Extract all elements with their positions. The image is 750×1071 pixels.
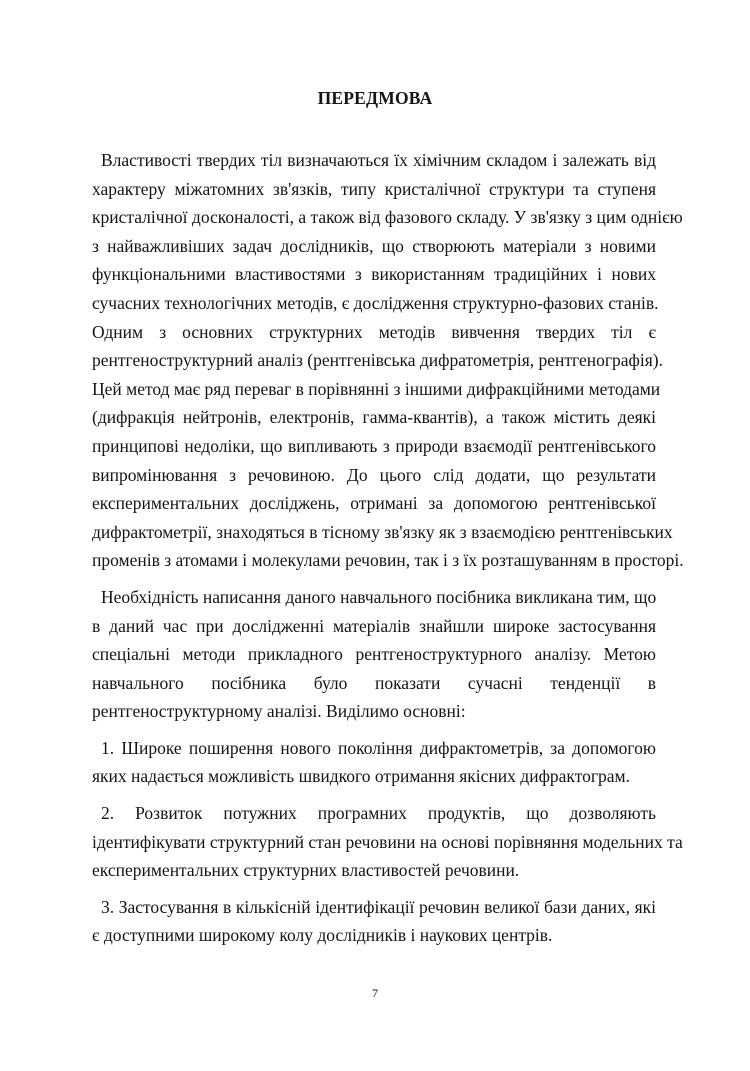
- text-line: функціональними властивостями з використанням традиційних і нових: [92, 264, 656, 285]
- paragraph: [92, 583, 656, 726]
- text-line: кристалічної досконалості, а також від фазового складу. У зв'язку з цим однією: [92, 207, 683, 228]
- text-line: 1. Широке поширення нового покоління дифрактометрів, за допомогою: [101, 737, 656, 758]
- text-line: (дифракція нейтронів, електронів, гамма-квантів), а також містить деякі: [92, 407, 656, 428]
- text-line: 3. Застосування в кількісній ідентифікації речовин великої бази даних, які: [101, 896, 656, 917]
- text-line: 2. Розвиток потужних програмних продуктів, що дозволяють: [101, 803, 656, 824]
- list-item: [92, 734, 656, 791]
- text-line: ідентифікувати структурний стан речовини на основі порівняння модельних та: [92, 831, 683, 852]
- paragraph: [92, 146, 684, 575]
- text-line: променів з атомами і молекулами речовин, так і з їх розташуванням в просторі.: [92, 550, 684, 571]
- page-number: 7: [372, 986, 378, 1000]
- text-line: рентгеноструктурному аналізі. Виділимо основні:: [92, 701, 466, 722]
- text-line: характеру міжатомних зв'язків, типу кристалічної структури та ступеня: [92, 178, 656, 199]
- text-line: Необхідність написання даного навчального посібника викликана тим, що: [101, 586, 657, 607]
- text-line: Одним з основних структурних методів вивчення твердих тіл є: [92, 321, 656, 342]
- text-line: дифрактометрії, знаходяться в тісному зв'язку як з взаємодією рентгенівських: [92, 521, 673, 542]
- text-line: рентгеноструктурний аналіз (рентгенівська дифратометрія, рентгенографія).: [92, 350, 664, 371]
- text-line: Цей метод має ряд переваг в порівнянні з іншими дифракційними методами: [92, 378, 661, 399]
- text-line: принципові недоліки, що випливають з природи взаємодії рентгенівського: [92, 435, 656, 456]
- page-title: ПЕРЕДМОВА: [317, 88, 433, 108]
- text-line: випромінювання з речовиною. До цього слід додати, що результати: [92, 464, 656, 485]
- text-line: яких надається можливість швидкого отримання якісних дифрактограм.: [92, 766, 631, 787]
- text-line: сучасних технологічних методів, є дослідження структурно-фазових станів.: [92, 292, 659, 313]
- text-line: Властивості твердих тіл визначаються їх хімічним складом і залежать від: [101, 150, 656, 170]
- text-line: експериментальних структурних властивостей речовини.: [92, 860, 520, 881]
- body-text: [92, 146, 684, 950]
- list-item: [92, 799, 683, 885]
- text-line: спеціальні методи прикладного рентгеноструктурного аналізу. Метою: [92, 644, 656, 665]
- list-item: [92, 893, 656, 950]
- text-line: з найважливіших задач дослідників, що створюють матеріали з новими: [92, 235, 656, 256]
- text-line: експериментальних досліджень, отримані за допомогою рентгенівської: [92, 493, 656, 514]
- text-line: навчального посібника було показати сучасні тенденції в: [92, 672, 656, 693]
- text-line: є доступними широкому колу дослідників і наукових центрів.: [92, 925, 553, 946]
- text-line: в даний час при дослідженні матеріалів знайшли широке застосування: [92, 615, 656, 636]
